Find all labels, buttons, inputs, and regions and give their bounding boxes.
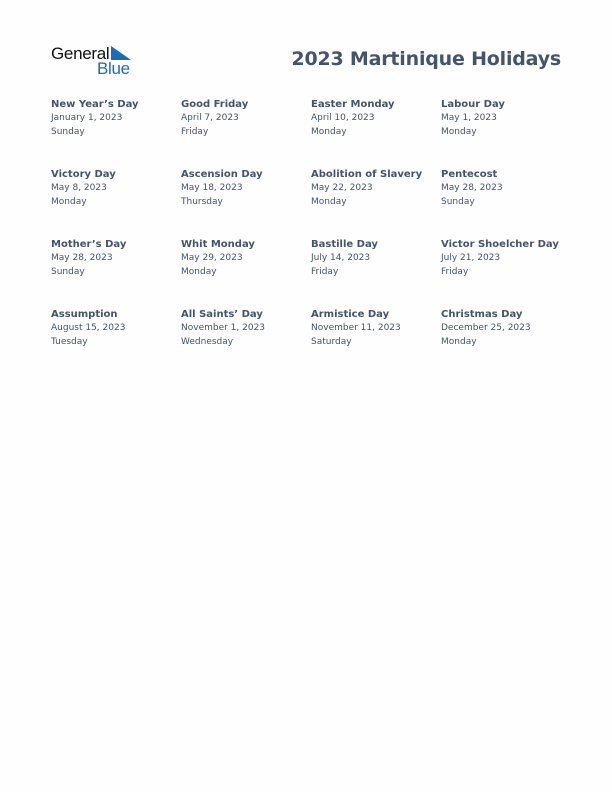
holiday-date: May 28, 2023 xyxy=(441,183,503,193)
holiday-date: May 8, 2023 xyxy=(51,183,107,193)
holiday-date: December 25, 2023 xyxy=(441,323,531,333)
holiday-date: May 1, 2023 xyxy=(441,113,497,123)
holiday-weekday: Sunday xyxy=(51,126,85,137)
holiday-item xyxy=(51,168,181,209)
holiday-item xyxy=(311,168,441,209)
holiday-date: July 21, 2023 xyxy=(441,253,501,263)
holiday-weekday: Monday xyxy=(441,336,477,347)
page-title: 2023 Martinique Holidays xyxy=(291,48,561,70)
holiday-weekday: Wednesday xyxy=(181,336,234,347)
holiday-name: Good Friday xyxy=(181,99,249,110)
holiday-date: April 7, 2023 xyxy=(181,113,239,123)
holiday-weekday: Monday xyxy=(311,126,347,137)
holiday-weekday: Thursday xyxy=(181,196,223,207)
holiday-date: April 10, 2023 xyxy=(311,113,375,123)
holiday-weekday: Sunday xyxy=(441,196,475,207)
holiday-item xyxy=(441,238,571,279)
holiday-item xyxy=(181,238,311,279)
holiday-date: May 18, 2023 xyxy=(181,183,243,193)
holiday-date: July 14, 2023 xyxy=(311,253,371,263)
holiday-item xyxy=(51,98,181,139)
holiday-weekday: Monday xyxy=(311,196,347,207)
holiday-name: Pentecost xyxy=(441,169,498,180)
holiday-weekday: Friday xyxy=(311,266,339,277)
holiday-name: Easter Monday xyxy=(311,99,395,110)
holiday-row xyxy=(51,168,571,238)
holiday-weekday: Sunday xyxy=(51,266,85,277)
holiday-name: Ascension Day xyxy=(181,169,263,180)
holiday-name: Bastille Day xyxy=(311,239,378,250)
holiday-row xyxy=(51,238,571,308)
holiday-weekday: Saturday xyxy=(311,336,352,347)
holiday-name: New Year’s Day xyxy=(51,99,139,110)
holiday-item xyxy=(441,98,571,139)
holiday-name: Christmas Day xyxy=(441,309,523,320)
holiday-date: August 15, 2023 xyxy=(51,323,126,333)
holiday-row xyxy=(51,98,571,168)
holiday-item xyxy=(311,98,441,139)
holiday-date: May 29, 2023 xyxy=(181,253,243,263)
holiday-weekday: Monday xyxy=(441,126,477,137)
holiday-weekday: Friday xyxy=(441,266,469,277)
holiday-name: Armistice Day xyxy=(311,309,390,320)
holiday-date: November 1, 2023 xyxy=(181,323,266,333)
holiday-weekday: Monday xyxy=(51,196,87,207)
holiday-date: May 22, 2023 xyxy=(311,183,373,193)
holiday-name: Labour Day xyxy=(441,99,505,110)
holiday-name: Mother’s Day xyxy=(51,239,127,250)
holiday-name: Victory Day xyxy=(51,169,116,180)
holiday-item xyxy=(51,308,181,349)
holiday-weekday: Tuesday xyxy=(51,336,88,347)
holiday-weekday: Friday xyxy=(181,126,209,137)
holiday-item xyxy=(181,98,311,139)
holiday-item xyxy=(311,238,441,279)
holiday-date: May 28, 2023 xyxy=(51,253,113,263)
holiday-row xyxy=(51,308,571,378)
holiday-item xyxy=(441,168,571,209)
holiday-name: Assumption xyxy=(51,309,118,320)
holiday-item xyxy=(441,308,571,349)
holiday-date: January 1, 2023 xyxy=(51,113,123,123)
holiday-item xyxy=(181,168,311,209)
holiday-item xyxy=(181,308,311,349)
holiday-date: November 11, 2023 xyxy=(311,323,401,333)
holiday-grid xyxy=(51,98,571,378)
holiday-name: Victor Shoelcher Day xyxy=(441,239,559,250)
holiday-weekday: Monday xyxy=(181,266,217,277)
logo-triangle-icon xyxy=(111,46,131,60)
holiday-name: Abolition of Slavery xyxy=(311,169,423,180)
logo-word-general: General xyxy=(51,44,110,63)
holiday-item xyxy=(311,308,441,349)
holiday-name: Whit Monday xyxy=(181,239,255,250)
holiday-item xyxy=(51,238,181,279)
generalblue-logo xyxy=(51,44,133,78)
logo-word-blue: Blue xyxy=(97,59,130,78)
holiday-name: All Saints’ Day xyxy=(181,309,263,320)
